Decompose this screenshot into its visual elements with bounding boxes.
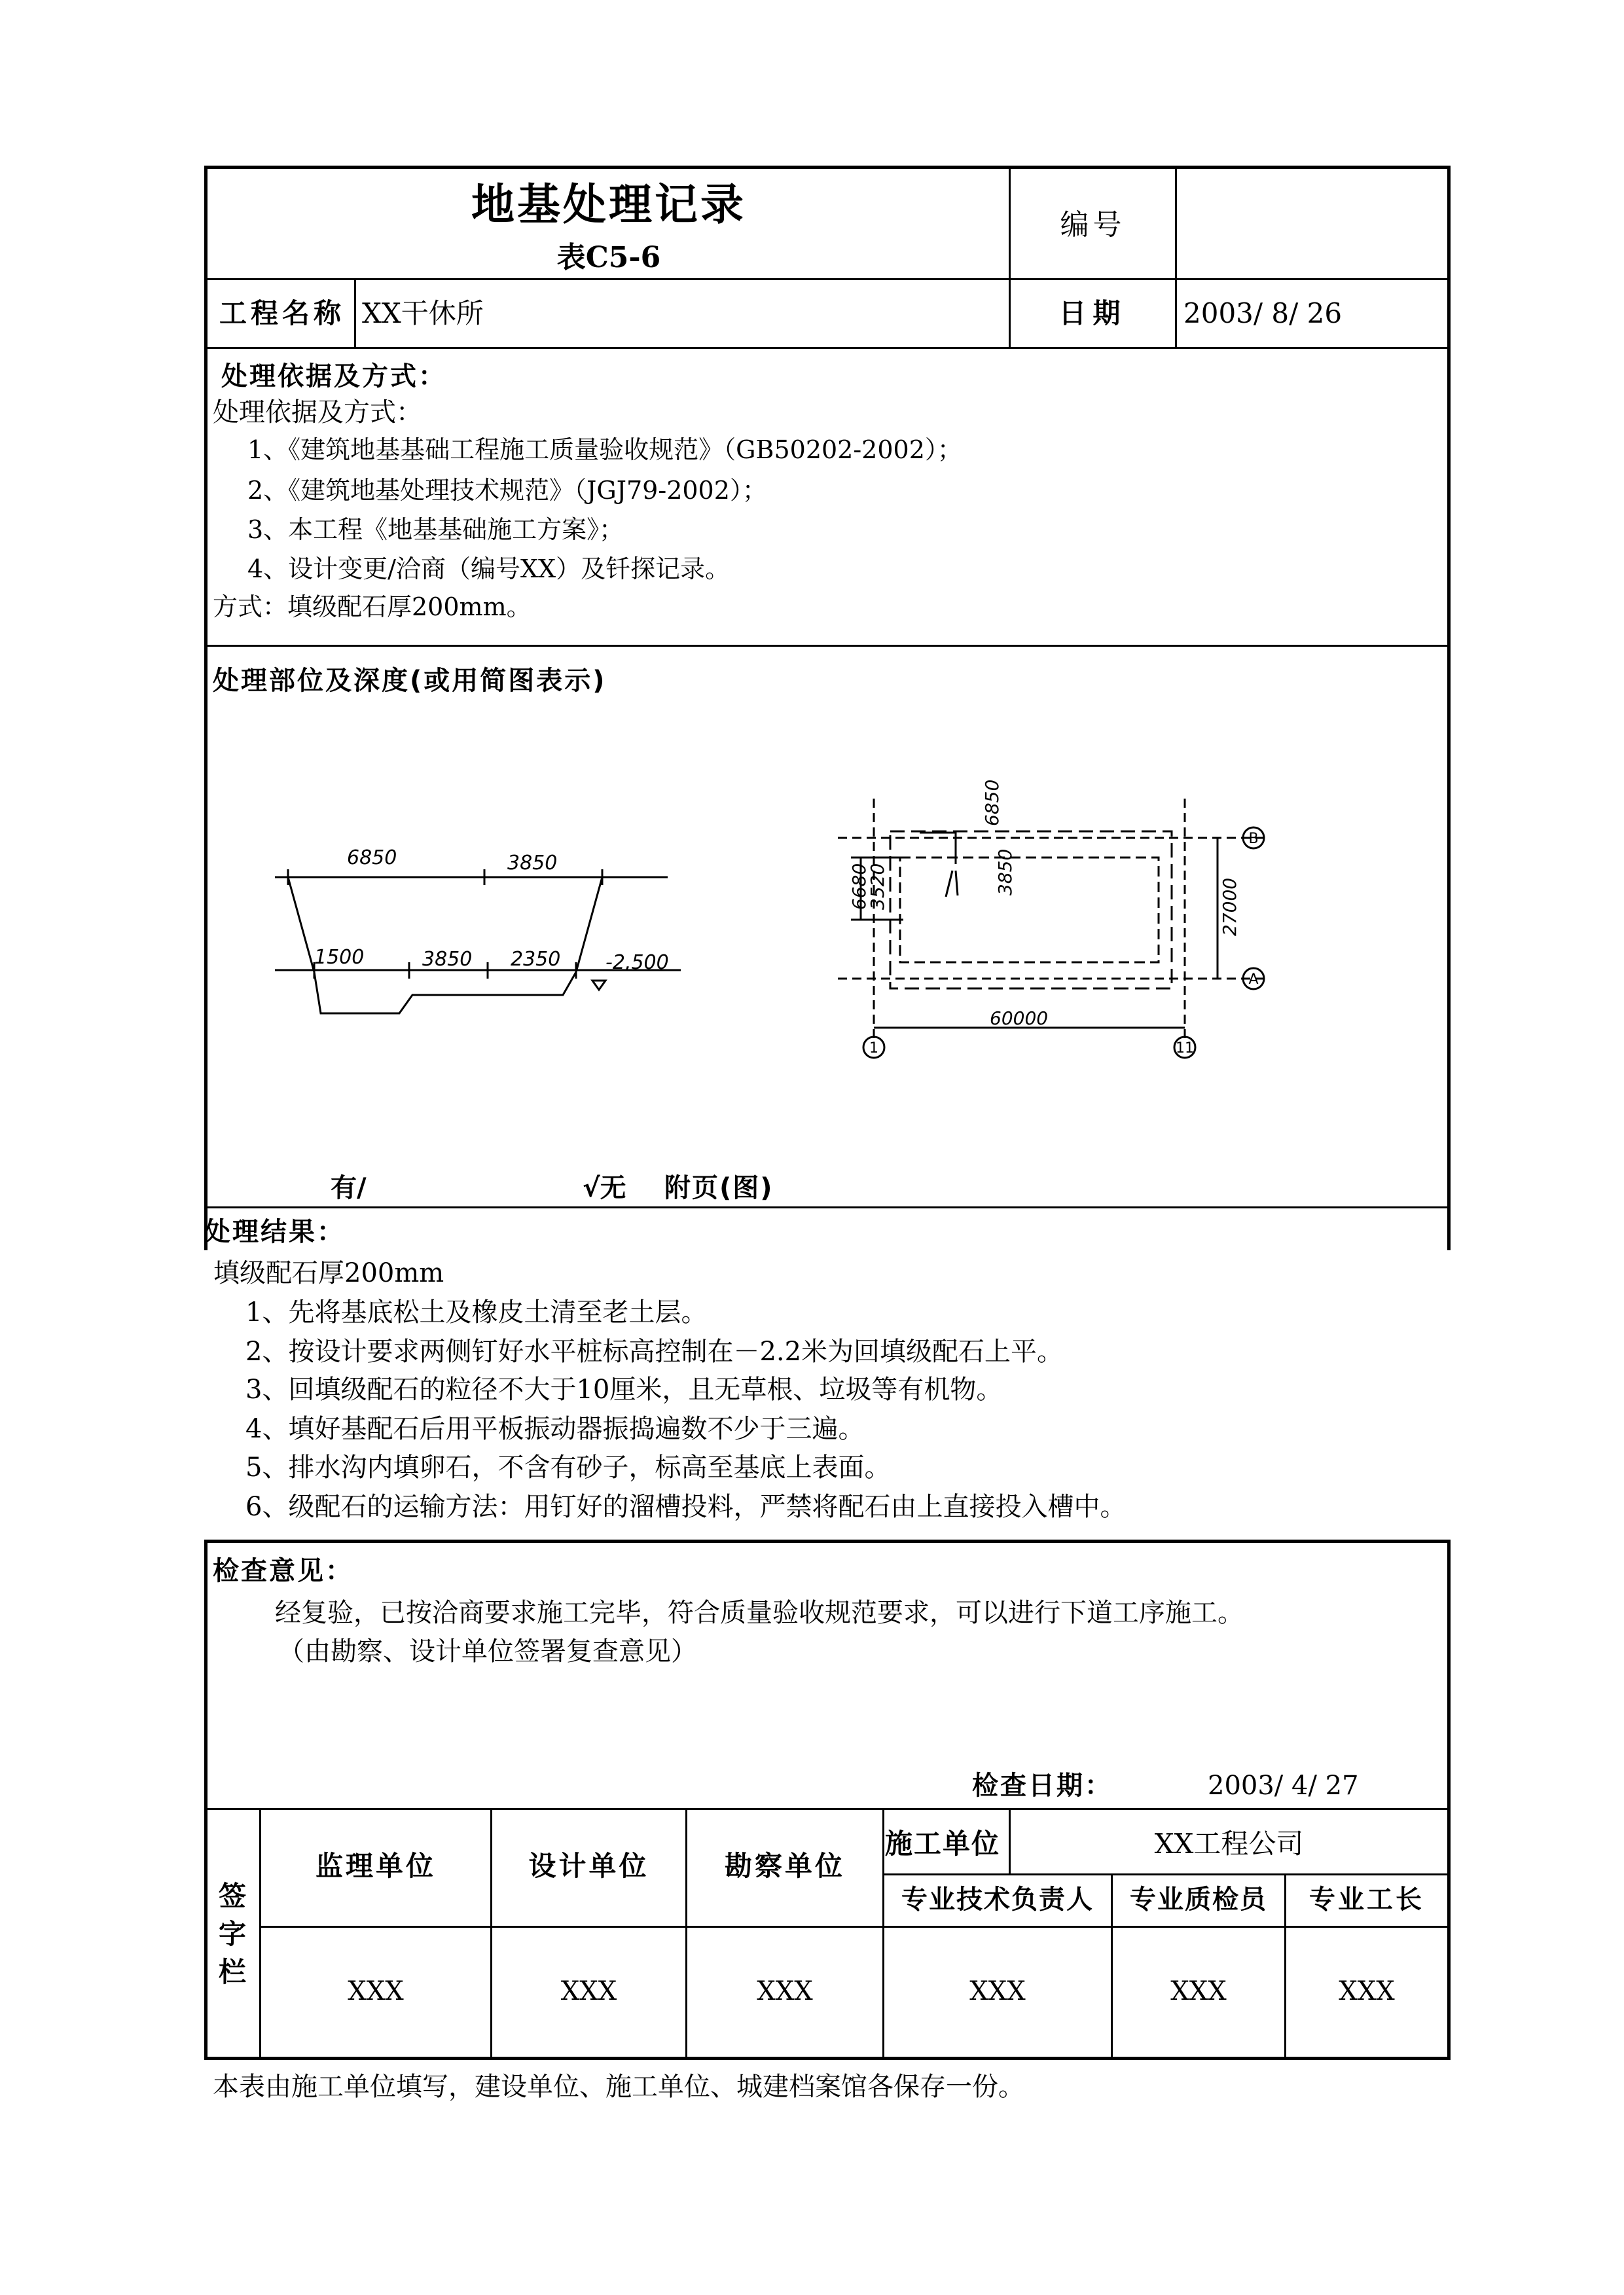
dim-label: 60000 xyxy=(990,1007,1049,1029)
supervision-sign[interactable]: XXX xyxy=(348,1976,404,2006)
dim-label: 3850 xyxy=(422,948,473,971)
dim-label: 3520 xyxy=(867,863,888,910)
result-item: 4、填好基配石后用平板振动器振捣遍数不少于三遍。 xyxy=(245,1414,865,1444)
rule xyxy=(204,278,1451,280)
basis-item: 1、《建筑地基基础工程施工质量验收规范》（GB50202-2002）； xyxy=(247,435,962,464)
inspection-note: （由勘察、设计单位签署复查意见） xyxy=(278,1636,697,1667)
location-heading: 处理部位及深度(或用简图表示) xyxy=(213,666,607,696)
rule xyxy=(882,1808,884,2060)
page-title: 地基处理记录 xyxy=(471,179,746,230)
attach-no[interactable]: √无 xyxy=(583,1173,626,1203)
rule xyxy=(204,2057,1451,2060)
pit-plan-outer xyxy=(890,831,1172,988)
inspection-opinion: 经复验，已按洽商要求施工完毕，符合质量验收规范要求，可以进行下道工序施工。 xyxy=(275,1598,1244,1628)
axis-label: A xyxy=(1248,971,1259,988)
project-name-value[interactable]: XX干休所 xyxy=(362,297,484,329)
basis-item: 4、设计变更/洽商（编号XX）及钎探记录。 xyxy=(247,554,731,583)
dim-label: 6680 xyxy=(848,863,870,910)
elevation-marker xyxy=(592,981,605,990)
rule xyxy=(204,1808,1451,1810)
result-item: 1、先将基底松土及橡皮土清至老土层。 xyxy=(245,1297,708,1328)
survey-sign[interactable]: XXX xyxy=(757,1976,813,2006)
rule xyxy=(204,1540,1451,1543)
rule xyxy=(882,1873,1451,1875)
project-name-label: 工程名称 xyxy=(219,297,346,329)
section-sketch xyxy=(262,831,720,1028)
axis-label: B xyxy=(1248,831,1259,847)
dim-label: -2,500 xyxy=(605,951,669,974)
rule xyxy=(259,1926,1451,1928)
axis-label: 1 xyxy=(869,1040,878,1057)
dim-label: 3850 xyxy=(507,852,558,875)
rule xyxy=(204,645,1451,647)
attach-label: 附页(图) xyxy=(664,1173,774,1203)
pit-outline xyxy=(288,877,602,1013)
result-heading: 处理结果： xyxy=(204,1217,345,1247)
pit-plan xyxy=(900,858,1159,962)
tech-lead-label: 专业技术负责人 xyxy=(901,1885,1094,1915)
dim-label: 6850 xyxy=(981,779,1003,826)
axis-label: 11 xyxy=(1176,1040,1194,1057)
qc-sign[interactable]: XXX xyxy=(1170,1976,1227,2006)
construction-label: 施工单位 xyxy=(885,1828,1001,1860)
inspection-heading: 检查意见： xyxy=(213,1556,353,1586)
dim-line xyxy=(956,871,958,895)
rule xyxy=(259,1808,261,2060)
result-item: 3、回填级配石的粒径不大于10厘米，且无草根、垃圾等有机物。 xyxy=(245,1375,1003,1405)
frame-right xyxy=(1447,166,1451,1250)
plan-sketch xyxy=(818,779,1309,1080)
dim-label: 2350 xyxy=(511,948,561,971)
dim-label: 1500 xyxy=(314,946,365,969)
result-first: 填级配石厚200mm xyxy=(213,1258,444,1288)
rule xyxy=(354,280,356,349)
basis-method: 方式：填级配石厚200mm。 xyxy=(213,592,532,621)
date-label: 日期 xyxy=(1058,297,1127,329)
rule xyxy=(685,1808,687,2060)
inspection-date-label: 检查日期： xyxy=(972,1771,1113,1801)
survey-label: 勘察单位 xyxy=(724,1850,845,1882)
rule xyxy=(204,1206,1451,1208)
date-value[interactable]: 2003/ 8/ 26 xyxy=(1183,297,1343,329)
basis-subheading: 处理依据及方式： xyxy=(213,397,422,427)
inspection-date-value[interactable]: 2003/ 4/ 27 xyxy=(1208,1771,1359,1801)
construction-company[interactable]: XX工程公司 xyxy=(1154,1828,1304,1860)
result-item: 6、级配石的运输方法：用钉好的溜槽投料，严禁将配石由上直接投入槽中。 xyxy=(245,1492,1127,1522)
result-item: 5、排水沟内填卵石，不含有砂子，标高至基底上表面。 xyxy=(245,1453,891,1483)
frame-left xyxy=(204,166,208,1250)
rule xyxy=(490,1808,492,2060)
basis-item: 3、本工程《地基基础施工方案》； xyxy=(247,515,624,544)
rule xyxy=(204,347,1451,349)
qc-label: 专业质检员 xyxy=(1130,1885,1267,1915)
result-item: 2、按设计要求两侧钉好水平桩标高控制在－2.2米为回填级配石上平。 xyxy=(245,1337,1064,1367)
signature-label: 签字栏 xyxy=(218,1880,246,1988)
design-sign[interactable]: XXX xyxy=(560,1976,617,2006)
dim-label: 6850 xyxy=(347,846,397,869)
dim-label: 27000 xyxy=(1219,877,1240,936)
form-code: 表C5-6 xyxy=(556,241,661,274)
dim-label: 3850 xyxy=(994,848,1016,895)
footer-note: 本表由施工单位填写，建设单位、施工单位、城建档案馆各保存一份。 xyxy=(213,2072,1024,2102)
rule xyxy=(204,1540,208,2060)
foreman-sign[interactable]: XXX xyxy=(1339,1976,1395,2006)
rule xyxy=(1175,166,1177,349)
attach-yes[interactable]: 有/ xyxy=(331,1173,367,1203)
design-label: 设计单位 xyxy=(528,1850,649,1882)
supervision-label: 监理单位 xyxy=(315,1850,436,1882)
dim-line xyxy=(946,871,952,897)
number-label: 编号 xyxy=(1060,208,1126,242)
basis-heading: 处理依据及方式： xyxy=(221,361,446,391)
rule xyxy=(1447,1540,1451,2060)
basis-item: 2、《建筑地基处理技术规范》（JGJ79-2002）； xyxy=(247,476,767,505)
foreman-label: 专业工长 xyxy=(1309,1885,1424,1915)
tech-lead-sign[interactable]: XXX xyxy=(969,1976,1026,2006)
frame-top xyxy=(204,166,1451,169)
